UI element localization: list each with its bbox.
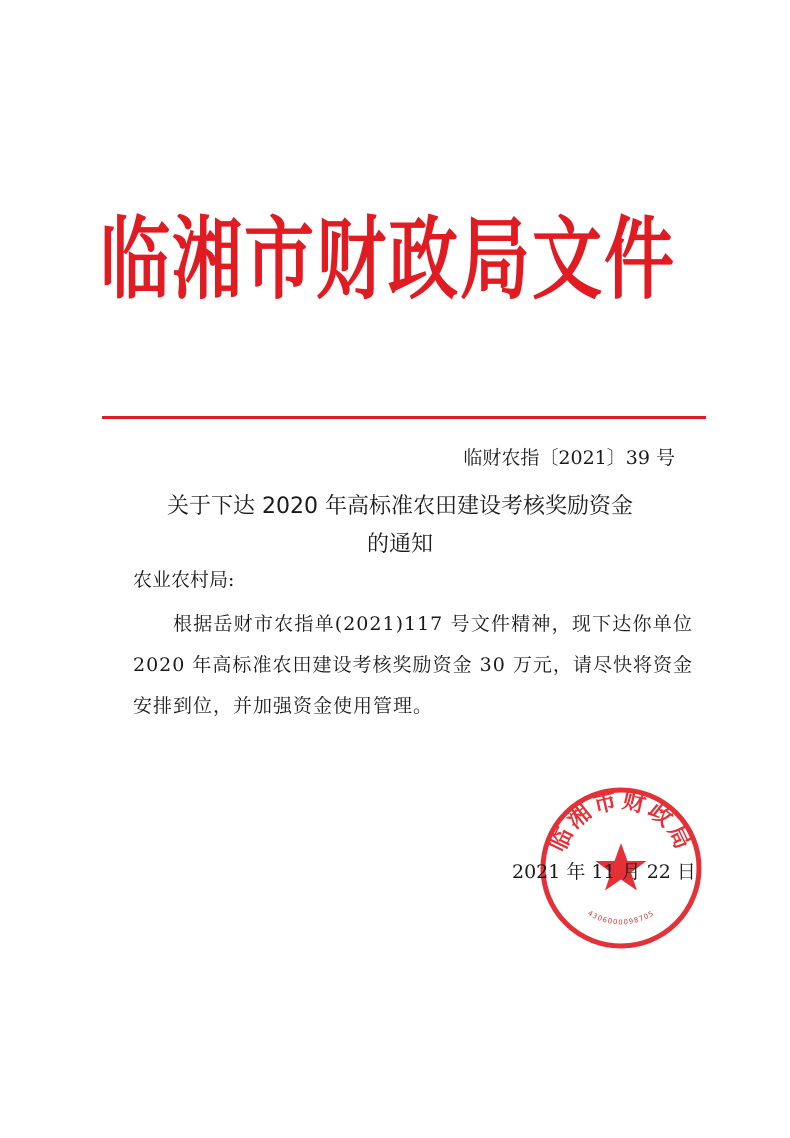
document-title [120, 488, 680, 564]
header-red-rule [102, 416, 706, 419]
document-title-line-2: 的通知 [366, 532, 433, 557]
body-paragraph: 根据岳财市农指单(2021)117 号文件精神，现下达你单位 2020 年高标准农田建设考核奖励资金 30 万元，请尽快将资金安排到位，并加强资金使用管理。 [133, 613, 693, 717]
addressee: 农业农村局: [133, 569, 235, 591]
issuer-header-title: 临湘市财政局文件 [100, 207, 676, 313]
seal-serial [586, 909, 656, 926]
seal-text-path: 临湘市财政局 [545, 787, 697, 856]
seal-serial-path: 4306000098705 [586, 909, 656, 927]
document-number: 临财农指〔2021〕39 号 [463, 447, 675, 469]
document-title-line-1: 关于下达 2020 年高标准农田建设考核奖励资金 [167, 494, 633, 519]
issue-date: 2021 年 11 月 22 日 [512, 861, 696, 883]
